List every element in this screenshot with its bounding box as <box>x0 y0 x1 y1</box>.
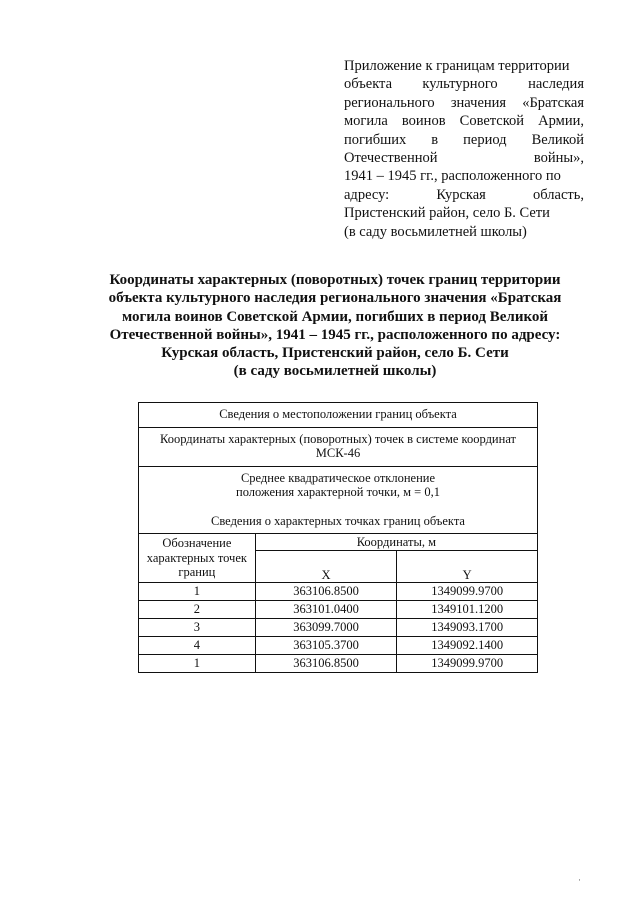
accuracy-cell <box>139 466 538 534</box>
annex-line: объекта культурного наследия <box>344 76 584 93</box>
annex-line: Отечественной войны», <box>344 150 584 167</box>
y-cell: 1349101.1200 <box>397 601 538 619</box>
point-cell: 1 <box>139 655 256 673</box>
title-line: Курская область, Пристенский район, село Б. Сети <box>161 345 509 362</box>
annex-line: адресу: Курская область, <box>344 186 584 203</box>
title-line: Координаты характерных (поворотных) точек границ территории <box>109 272 561 288</box>
annex-note <box>344 57 584 241</box>
x-cell: 363106.8500 <box>255 583 397 601</box>
title-line: Отечественной войны», 1941 – 1945 гг., расположенного по адресу: <box>109 326 561 343</box>
annex-line: Приложение к границам территории <box>344 58 570 74</box>
coord-system-cell <box>139 427 538 466</box>
point-cell: 1 <box>139 583 256 601</box>
accuracy-line: положения характерной точки, м = 0,1 <box>236 485 440 499</box>
x-cell: 363101.0400 <box>255 601 397 619</box>
annex-line: регионального значения «Братская <box>344 94 584 111</box>
location-header: Сведения о местоположении границ объекта <box>139 403 538 428</box>
document-title <box>100 271 570 381</box>
y-cell: 1349092.1400 <box>397 637 538 655</box>
point-cell: 4 <box>139 637 256 655</box>
table-row <box>139 619 538 637</box>
table-row <box>139 655 538 673</box>
table-row <box>139 601 538 619</box>
y-header: Y <box>397 551 538 583</box>
coord-system-line: Координаты характерных (поворотных) точек в системе координат <box>159 431 517 446</box>
x-cell: 363105.3700 <box>255 637 397 655</box>
title-line: объекта культурного наследия регионального значения «Братская <box>108 290 562 307</box>
title-line: могила воинов Советской Армии, погибших в период Великой <box>121 308 549 325</box>
title-line: (в саду восьмилетней школы) <box>233 363 437 380</box>
y-cell: 1349099.9700 <box>397 583 538 601</box>
point-label-header: Обозначение характерных точек границ <box>139 534 256 583</box>
x-cell: 363106.8500 <box>255 655 397 673</box>
annex-line: Пристенский район, село Б. Сети <box>344 205 550 222</box>
annex-line: (в саду восьмилетней школы) <box>344 223 527 240</box>
annex-line: 1941 – 1945 гг., расположенного по <box>344 168 561 185</box>
coords-header: Координаты, м <box>255 534 537 551</box>
accuracy-line: Среднее квадратическое отклонение <box>240 470 436 485</box>
y-cell: 1349099.9700 <box>397 655 538 673</box>
points-header: Сведения о характерных точках границ объекта <box>211 513 465 528</box>
point-cell: 2 <box>139 601 256 619</box>
coord-system-line: МСК-46 <box>315 446 361 460</box>
x-header: X <box>255 551 397 583</box>
y-cell: 1349093.1700 <box>397 619 538 637</box>
annex-line: погибших в период Великой <box>344 131 584 148</box>
coordinates-table <box>138 402 538 673</box>
table-row <box>139 583 538 601</box>
scan-speck: · <box>578 875 581 885</box>
x-cell: 363099.7000 <box>255 619 397 637</box>
table-row <box>139 637 538 655</box>
annex-line: могила воинов Советской Армии, <box>344 113 584 130</box>
point-cell: 3 <box>139 619 256 637</box>
